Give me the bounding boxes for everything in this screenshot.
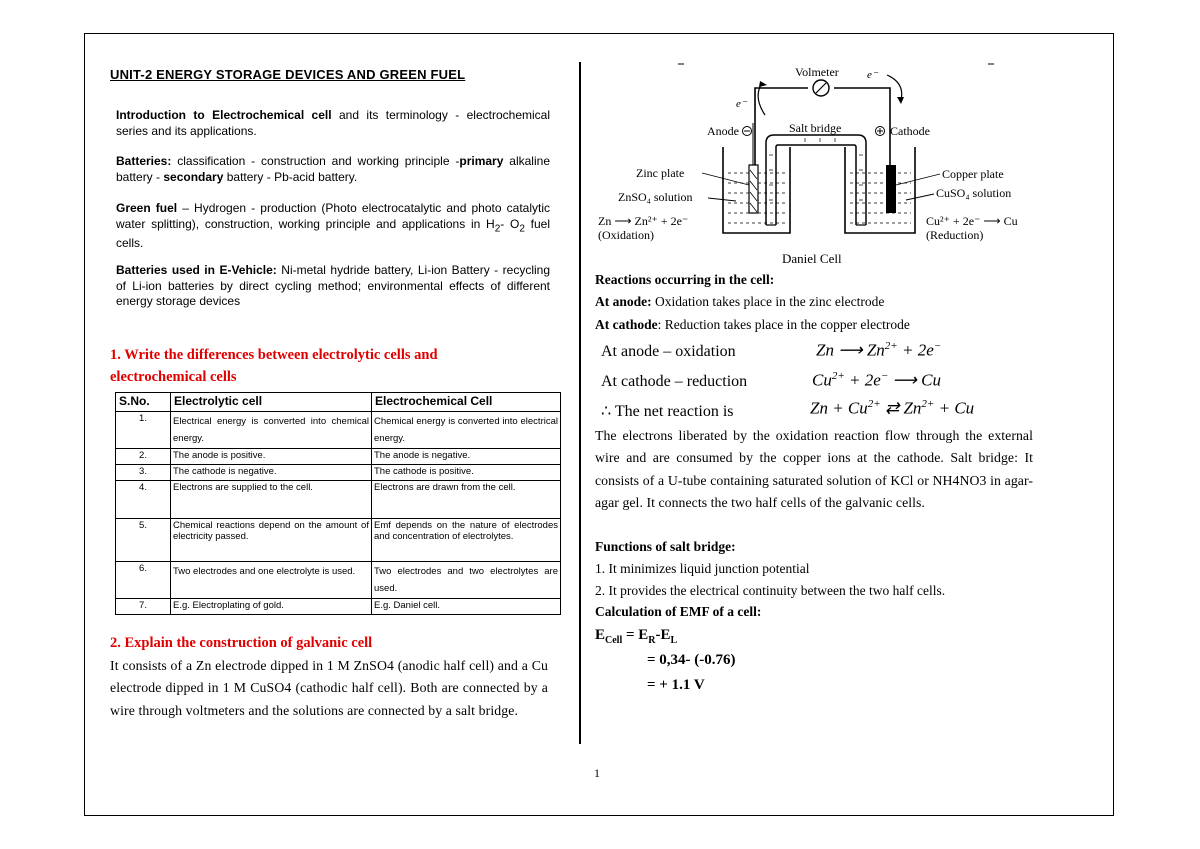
- copper-plate: [886, 165, 896, 213]
- cathode-statement: At cathode: Reduction takes place in the copper electrode: [595, 317, 910, 332]
- table-row: 6. Two electrodes and one electrolyte is used. Two electrodes and two electrolytes are used.: [116, 562, 561, 599]
- eq1-label: At anode – oxidation: [601, 343, 736, 360]
- electron-right-label: e⁻: [867, 69, 878, 81]
- salt-bridge-item-2: 2. It provides the electrical continuity between the two half cells.: [595, 583, 946, 598]
- salt-bridge-heading: Functions of salt bridge:: [595, 539, 736, 554]
- diagram-caption: Daniel Cell: [782, 251, 842, 266]
- unit-title: UNIT-2 ENERGY STORAGE DEVICES AND GREEN FUEL: [110, 67, 466, 82]
- header-electrolytic: Electrolytic cell: [171, 393, 372, 412]
- syllabus-batteries: Batteries: classification - construction and working principle -primary alkaline battery - secondary battery - Pb-acid battery.: [116, 154, 550, 184]
- syllabus-intro: Introduction to Electrochemical cell and its terminology - electrochemical series and its applications.: [116, 108, 550, 138]
- table-row: 3. The cathode is negative. The cathode is positive.: [116, 465, 561, 481]
- cathode-label: Cathode: [890, 124, 930, 138]
- copper-plate-label: Copper plate: [942, 167, 1004, 181]
- anode-equation: Zn ⟶ $Zn^{2+} + 2e^-$: [816, 340, 942, 360]
- electron-left-label: e⁻: [736, 98, 747, 110]
- salt-bridge-label: Salt bridge: [789, 121, 842, 135]
- column-divider: [579, 62, 581, 744]
- table-row: 5. Chemical reactions depend on the amount of electricity passed. Emf depends on the nature of electrodes and concentration of electrolytes.: [116, 519, 561, 562]
- syllabus-e-vehicle: Batteries used in E-Vehicle: Ni-metal hydride battery, Li-ion Battery - recycling of Li-ion batteries by direct cycling method; environmental effects of different energy storage devices: [116, 263, 550, 308]
- cathode-reaction: Cu²⁺ + 2e⁻ ⟶ Cu: [926, 214, 1018, 228]
- question-1: 1. Write the differences between electrolytic cells and electrochemical cells: [110, 347, 438, 385]
- header-electrochemical: Electrochemical Cell: [372, 393, 561, 412]
- anode-statement: At anode: Oxidation takes place in the zinc electrode: [595, 294, 885, 309]
- emf-formula: $E_{Cell} = E_R-E_L$: [595, 627, 678, 646]
- oxidation-label: (Oxidation): [598, 228, 654, 242]
- electrons-paragraph: The electrons liberated by the oxidation reaction flow through the external wire and are consumed by the copper ions at the cathode. Salt bridge: It consists of a U-tube containing saturated solution of KCl or NH4NO3 in agar-agar gel. It connects the two half cells of the galvanic cells.: [595, 428, 1033, 510]
- zinc-plate-label: Zinc plate: [636, 166, 685, 180]
- anode-label: Anode: [707, 124, 739, 138]
- voltmeter-label: Volmeter: [795, 65, 839, 79]
- salt-bridge-item-1: 1. It minimizes liquid junction potential: [595, 561, 810, 576]
- reduction-label: (Reduction): [926, 228, 984, 242]
- table-row: 7. E.g. Electroplating of gold. E.g. Daniel cell.: [116, 599, 561, 615]
- syllabus-green-fuel: Green fuel – Hydrogen - production (Photo electrocatalytic and photo catalytic water splitting), construction, working principle and applications in $H_2-$ $O_2$ fuel cells.: [116, 201, 551, 251]
- page-number: 1: [594, 766, 600, 780]
- daniel-cell-diagram: [590, 55, 1050, 270]
- galvanic-construction-paragraph: It consists of a Zn electrode dipped in 1 M ZnSO4 (anodic half cell) and a Cu electrode dipped in 1 M CuSO4 (cathodic half cell). Both are connected by a wire through voltmeters and the solutions are connected by a salt bridge.: [110, 658, 548, 718]
- eq3-label: ∴ The net reaction is: [601, 403, 734, 420]
- emf-result: = + 1.1 V: [647, 677, 705, 693]
- table-row: 2. The anode is positive. The anode is negative.: [116, 449, 561, 465]
- differences-table: [115, 392, 561, 615]
- emf-heading: Calculation of EMF of a cell:: [595, 604, 762, 619]
- table-header-row: [116, 393, 561, 412]
- cuso4-label: CuSO₄ solution: [936, 186, 1012, 200]
- table-row: 1. Electrical energy is converted into chemical energy. Chemical energy is converted into electrical energy.: [116, 412, 561, 449]
- anode-reaction: Zn ⟶ Zn²⁺ + 2e⁻: [598, 214, 689, 228]
- eq2-label: At cathode – reduction: [601, 373, 748, 390]
- header-sno: S.No.: [116, 393, 171, 412]
- emf-substitution: = 0,34- (-0.76): [647, 652, 736, 668]
- znso4-label: ZnSO₄ solution: [618, 190, 693, 204]
- cathode-equation: $Cu^{2+} + 2e^-$ ⟶ Cu: [812, 370, 941, 390]
- table-row: 4. Electrons are supplied to the cell. Electrons are drawn from the cell.: [116, 481, 561, 519]
- net-equation: $Zn + Cu^{2+}$ ⇄ $Zn^{2+} + Cu$: [810, 398, 975, 418]
- reactions-heading: Reactions occurring in the cell:: [595, 272, 775, 287]
- question-2: 2. Explain the construction of galvanic cell: [110, 635, 373, 651]
